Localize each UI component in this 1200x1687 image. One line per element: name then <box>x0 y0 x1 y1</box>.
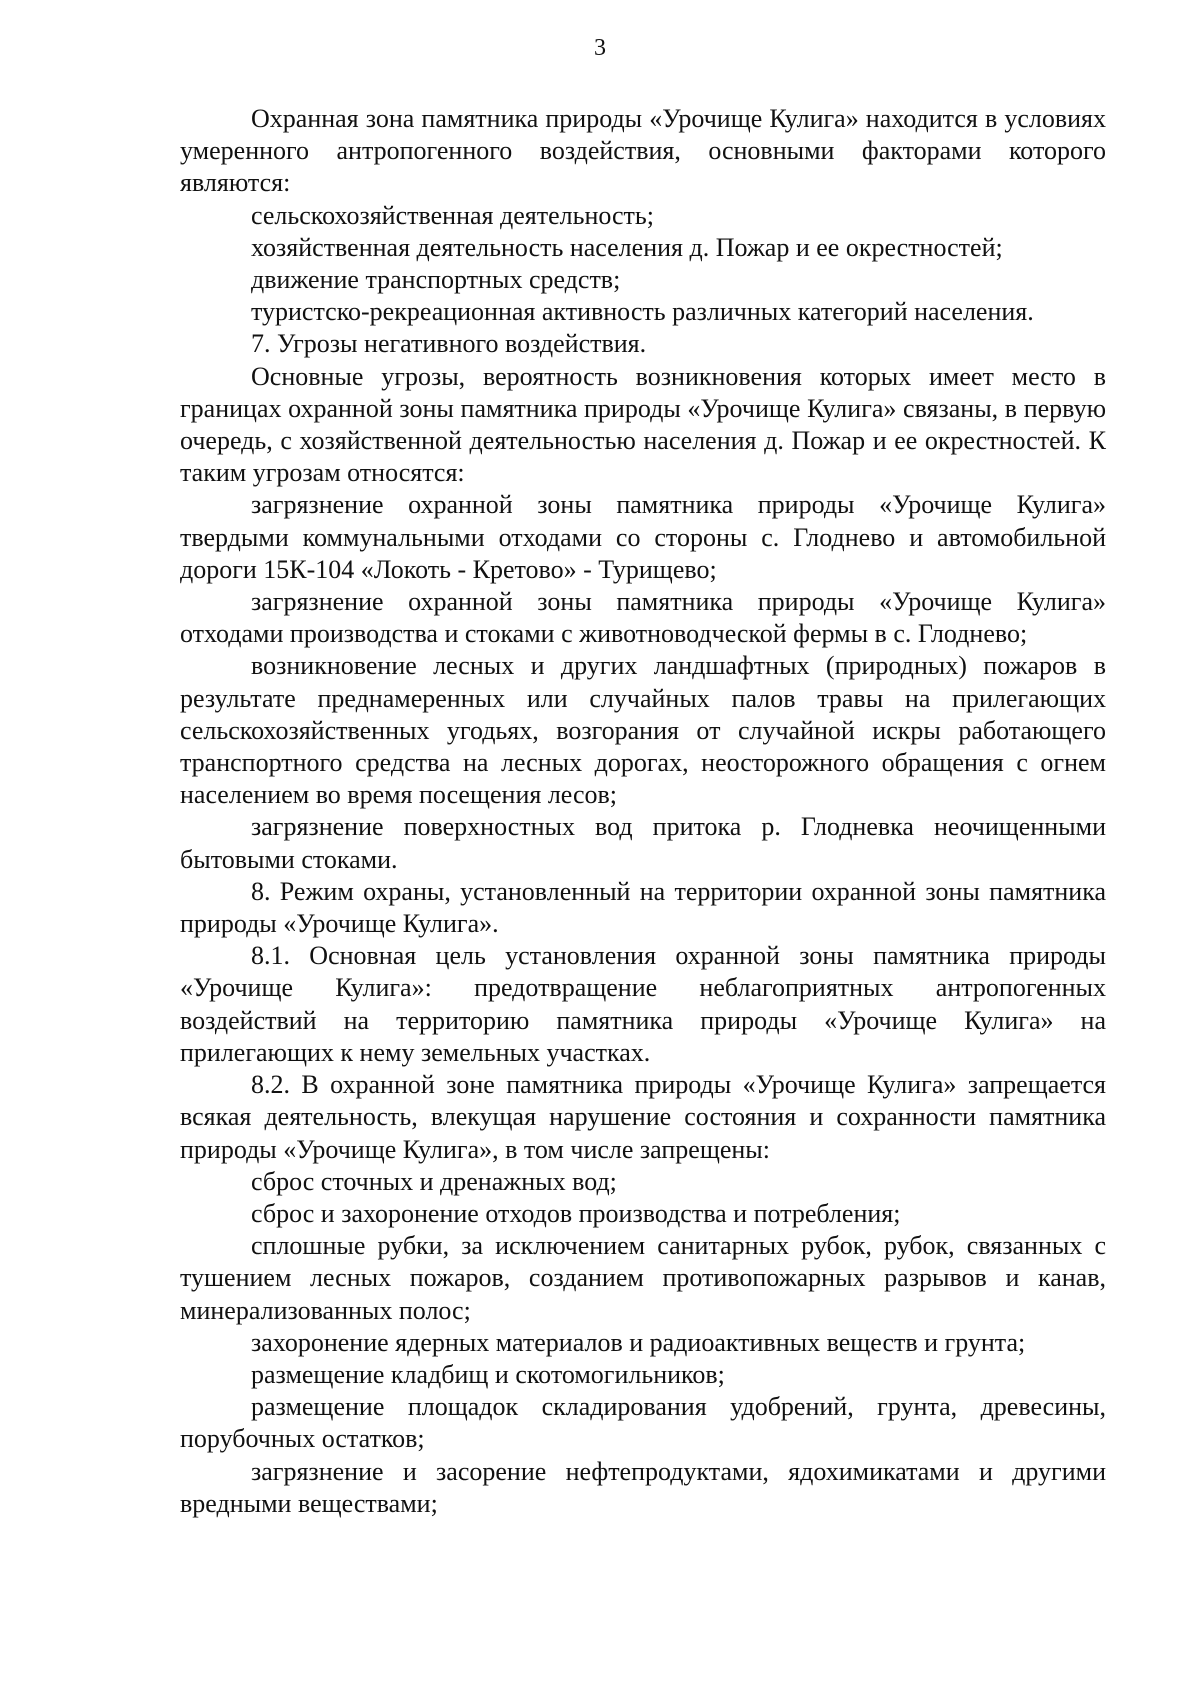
prohibited-chemical-pollution: загрязнение и засорение нефтепродуктами, ядохимикатами и другими вредными веществами; <box>180 1456 1106 1518</box>
threat-fires: возникновение лесных и других ландшафтных (природных) пожаров в результате преднамеренных или случайных палов травы на прилегающих сельскохозяйственных угодьях, возгорания от случайной искры работающего транспортного средства на лесных дорогах, неосторожного обращения с огнем населением во время посещения лесов; <box>180 651 1106 810</box>
prohibited-storage-sites: размещение площадок складирования удобрений, грунта, древесины, порубочных остатков; <box>180 1392 1106 1454</box>
page-number: 3 <box>594 35 606 61</box>
list-item-agriculture: сельскохозяйственная деятельность; <box>251 200 654 230</box>
threat-farm-waste: загрязнение охранной зоны памятника природы «Урочище Кулига» отходами производства и стоками с животноводческой фермы в с. Глоднево; <box>180 587 1106 649</box>
prohibited-waste-disposal: сброс и захоронение отходов производства и потребления; <box>251 1198 901 1228</box>
prohibited-nuclear-burial: захоронение ядерных материалов и радиоактивных веществ и грунта; <box>251 1327 1026 1357</box>
prohibited-cemeteries: размещение кладбищ и скотомогильников; <box>251 1359 725 1389</box>
threat-solid-waste: загрязнение охранной зоны памятника природы «Урочище Кулига» твердыми коммунальными отходами со стороны с. Глоднево и автомобильной дороги 15К-104 «Локоть - Кретово» - Турищево; <box>180 490 1106 584</box>
threat-water-pollution: загрязнение поверхностных вод притока р. Глодневка неочищенными бытовыми стоками. <box>180 812 1106 874</box>
prohibited-clear-cutting: сплошные рубки, за исключением санитарных рубок, рубок, связанных с тушением лесных пожаров, созданием противопожарных разрывов и канав, минерализованных полос; <box>180 1231 1106 1325</box>
body-text <box>180 103 1106 1520</box>
section-heading-threats: 7. Угрозы негативного воздействия. <box>251 329 647 359</box>
paragraph-main-threats: Основные угрозы, вероятность возникновения которых имеет место в границах охранной зоны памятника природы «Урочище Кулига» связаны, в первую очередь, с хозяйственной деятельностью населения д. Пожар и ее окрестностей. К таким угрозам относятся: <box>180 361 1106 488</box>
prohibited-wastewater: сброс сточных и дренажных вод; <box>251 1166 617 1196</box>
list-item-vehicle-traffic: движение транспортных средств; <box>251 265 621 295</box>
list-item-economic-activity: хозяйственная деятельность населения д. Пожар и ее окрестностей; <box>251 232 1003 262</box>
section-heading-protection-regime: 8. Режим охраны, установленный на территории охранной зоны памятника природы «Урочище Кулига». <box>180 876 1106 939</box>
paragraph-8-2: 8.2. В охранной зоне памятника природы «Урочище Кулига» запрещается всякая деятельность, влекущая нарушение состояния и сохранности памятника природы «Урочище Кулига», в том числе запрещены: <box>180 1070 1106 1164</box>
paragraph-8-1: 8.1. Основная цель установления охранной зоны памятника природы «Урочище Кулига»: предотвращение неблагоприятных антропогенных воздействий на территорию памятника природы «Урочище Кулига» на прилегающих к нему земельных участках. <box>180 941 1106 1067</box>
list-item-tourism: туристско-рекреационная активность различных категорий населения. <box>251 297 1034 327</box>
paragraph-intro: Охранная зона памятника природы «Урочище Кулига» находится в условиях умеренного антропогенного воздействия, основными факторами которого являются: <box>180 104 1106 198</box>
